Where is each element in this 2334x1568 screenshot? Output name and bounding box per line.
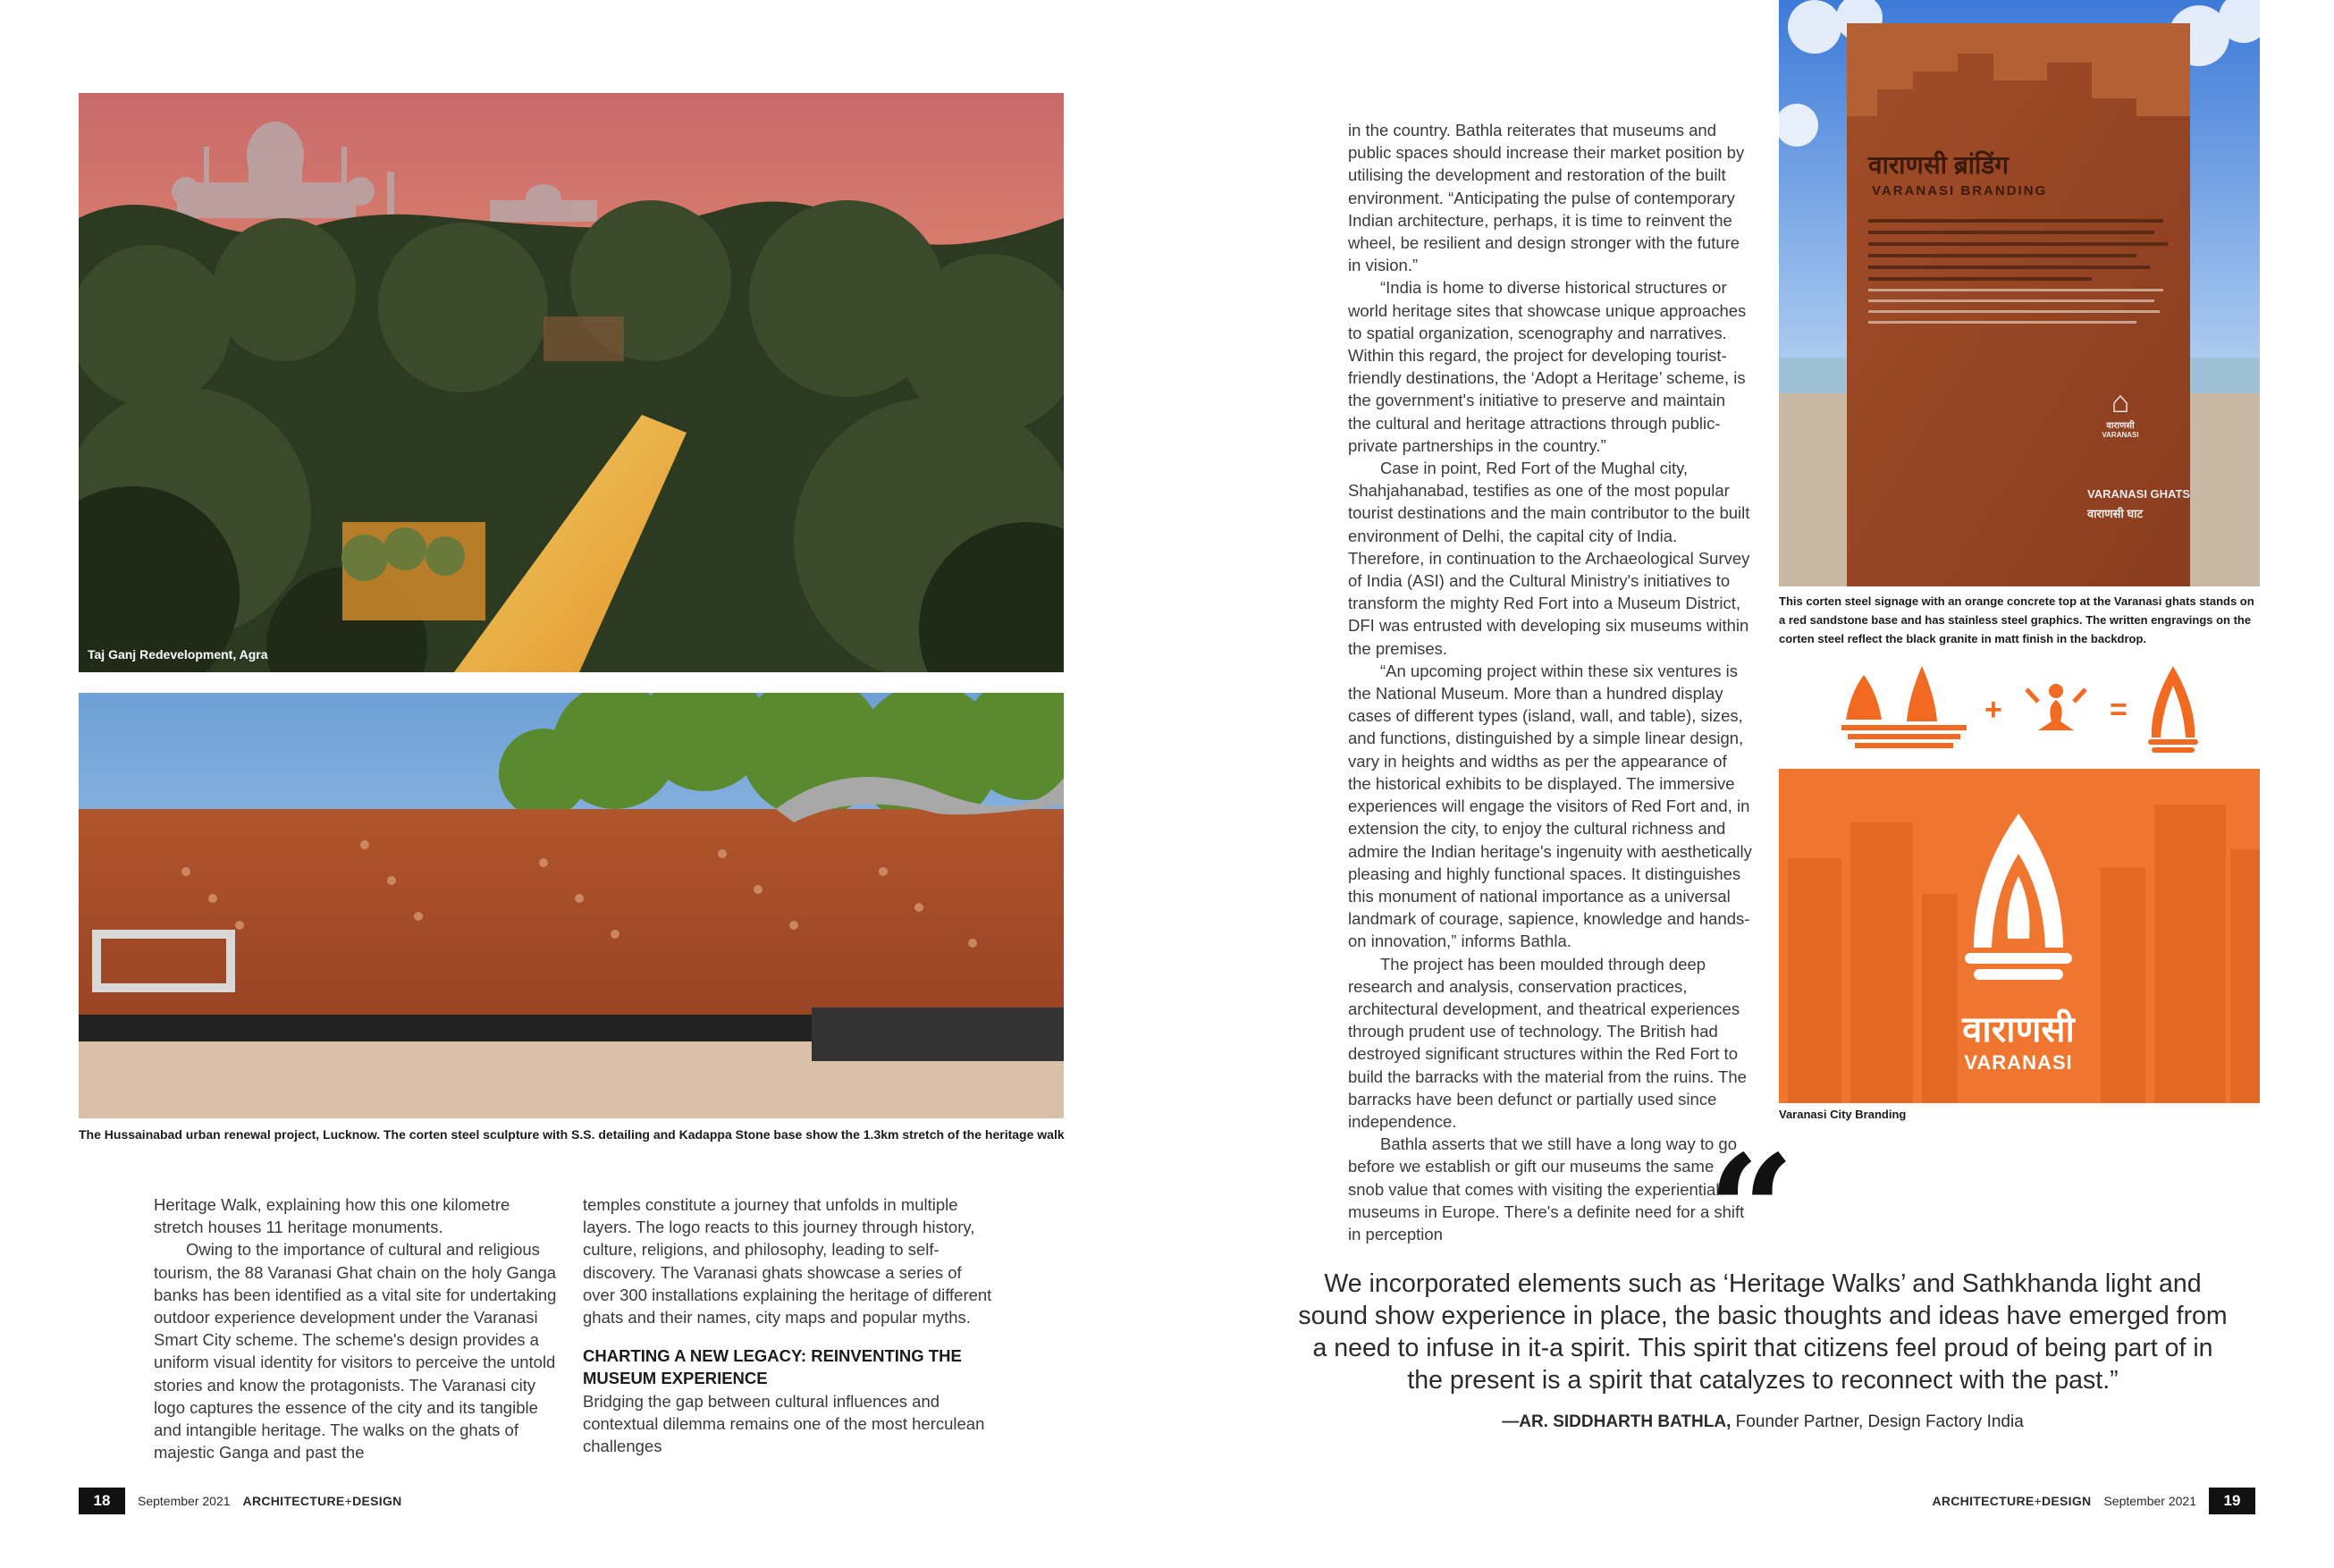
varanasi-lamp-logo-icon	[1929, 814, 2108, 992]
pull-quote-attribution	[1298, 1412, 2228, 1432]
left-folio	[79, 1488, 402, 1514]
right-para-3: Case in point, Red Fort of the Mughal city, Shahjahanabad, testifies as one of the most popular tourist destinations and the main contributor to the built environment of Delhi, the capital city of India. Therefore, in continuation to the Archaeological Survey of India (ASI) and the Cultural Ministry's initiatives to transform the mighty Red Fort into a Museum District, DFI was entrusted with developing six museums within the premises.	[1348, 459, 1750, 658]
hussainabad-caption: The Hussainabad urban renewal project, Lucknow. The corten steel sculpture with S.S. detailing and Kadappa Stone base show the 1.3km stretch of the heritage walk	[79, 1127, 1065, 1142]
magazine-brand-right: ARCHITECTURE+DESIGN	[1932, 1494, 2092, 1508]
logo-equation-graphic	[1837, 666, 2212, 755]
photo-varanasi-branding	[1779, 769, 2260, 1103]
signage-ghats-en: VARANASI GHATS	[2087, 487, 2191, 501]
varanasi-lamp-icon: ⌂	[2111, 385, 2130, 419]
taj-ganj-illustration	[79, 93, 1064, 672]
left-column-2	[583, 1193, 994, 1457]
equation-plus: +	[1984, 693, 2002, 727]
logo-equation	[1837, 666, 2212, 755]
taj-ganj-caption: Taj Ganj Redevelopment, Agra	[88, 647, 268, 662]
right-para-2: “India is home to diverse historical structures or world heritage sites that showcase unique approaches to spatial organization, scenography and narratives. Within this regard, the project for developing tourist-friendly destinations, the ‘Adopt a Heritage’ scheme, is the government's initiative to preserve and maintain the cultural and heritage attractions through public-private partnerships in the country.”	[1348, 278, 1747, 455]
magazine-brand-left: ARCHITECTURE+DESIGN	[242, 1494, 402, 1508]
signage-ghats-hi: वाराणसी घाट	[2087, 507, 2144, 520]
photo-hussainabad	[79, 693, 1064, 1118]
signage-caption: This corten steel signage with an orange concrete top at the Varanasi ghats stands on a red sandstone base and has stainless steel graphics. The written engravings on the corten steel reflect the black granite in matt finish in the backdrop.	[1779, 594, 2254, 645]
signage-text-lines	[1868, 211, 2172, 332]
left-col1-para-1: Heritage Walk, explaining how this one kilometre stretch houses 11 heritage monuments.	[154, 1195, 510, 1237]
quote-mark-icon: “	[1707, 1122, 1795, 1301]
left-col1-para-2: Owing to the importance of cultural and religious tourism, the 88 Varanasi Ghat chain on the holy Ganga banks has been identified as a vital site for undertaking outdoor experience development under the Varanasi Smart City scheme. The scheme's design provides a uniform visual identity for visitors to perceive the untold stories and know the protagonists. The Varanasi city logo captures the essence of the city and its tangible and intangible heritage. The walks on the ghats of majestic Ganga and past the	[154, 1240, 557, 1463]
branding-logo-hindi: वाराणसी	[1962, 1010, 2075, 1050]
left-column-1	[154, 1193, 558, 1463]
photo-taj-ganj	[79, 93, 1064, 672]
right-para-5: The project has been moulded through deep research and analysis, conservation practices, architectural development, and theatrical experiences through prudent use of technology. The British had destroyed significant structures within the Red Fort to build the barracks with the material from the ruins. The barracks have been defunct or partially used since independence.	[1348, 954, 1747, 1131]
equation-equals: =	[2110, 693, 2128, 727]
signage-title-hindi: वाराणसी ब्रांडिंग	[1868, 151, 2009, 179]
right-folio	[1932, 1488, 2255, 1514]
right-para-4: “An upcoming project within these six ventures is the National Museum. More than a hundred display cases of different types (island, wall, and table), sizes, and functions, distinguished by a simple linear design, vary in heights and widths as per the appearance of the historical exhibits to be displayed. The immersive experiences will engage the visitors of Red Fort and, in extension the city, to enjoy the cultural richness and admire the Indian heritage's ingenuity with aesthetically pleasing and highly functional spaces. It distinguishes this monument of national importance as a universal landmark of courage, sapience, knowledge and hands-on innovation,” informs Bathla.	[1348, 661, 1752, 951]
footer-date-right: September 2021	[2103, 1494, 2196, 1508]
photo-varanasi-signage	[1779, 0, 2260, 586]
signage-title-en: VARANASI BRANDING	[1872, 183, 2048, 198]
branding-logo-en: VARANASI	[1964, 1051, 2073, 1074]
signage-logo-small: ⌂ वाराणसी VARANASI	[2094, 386, 2147, 439]
hussainabad-illustration	[79, 693, 1064, 1118]
branding-caption: Varanasi City Branding	[1779, 1108, 1907, 1121]
right-column	[1348, 119, 1752, 1245]
right-para-6: Bathla asserts that we still have a long way to go before we establish or gift our museums the same snob value that comes with visiting the experiential museums in Europe. There's a definite need for a shift in perception	[1348, 1134, 1745, 1243]
footer-date-left: September 2021	[138, 1494, 231, 1508]
page-number-right: 19	[2209, 1488, 2255, 1514]
left-col2-para-1: temples constitute a journey that unfolds in multiple layers. The logo reacts to this journey through history, culture, religions, and philosophy, leading to self-discovery. The Varanasi ghats showcase a series of over 300 installations explaining the heritage of different ghats and their names, city maps and popular myths.	[583, 1195, 992, 1328]
section-heading: CHARTING A NEW LEGACY: REINVENTING THE MUSEUM EXPERIENCE	[583, 1346, 962, 1388]
quote-author: —AR. SIDDHARTH BATHLA,	[1502, 1412, 1732, 1431]
quote-author-role: Founder Partner, Design Factory India	[1731, 1412, 2024, 1431]
page-number-left: 18	[79, 1488, 125, 1514]
pull-quote-text: We incorporated elements such as ‘Heritage Walks’ and Sathkhanda light and sound show experience in place, the basic thoughts and ideas have emerged from a need to infuse in it-a spirit. This spirit that citizens feel proud of being part of in the present is a spirit that catalyzes to reconnect with the past.”	[1298, 1269, 2228, 1395]
right-para-1: in the country. Bathla reiterates that museums and public spaces should increase their market position by utilising the development and restoration of the built environment. “Anticipating the pulse of contemporary Indian architecture, perhaps, it is time to reinvent the wheel, be resilient and design stronger with the future in vision.”	[1348, 121, 1745, 275]
left-col2-para-2: Bridging the gap between cultural influences and contextual dilemma remains one of the most herculean challenges	[583, 1391, 985, 1456]
